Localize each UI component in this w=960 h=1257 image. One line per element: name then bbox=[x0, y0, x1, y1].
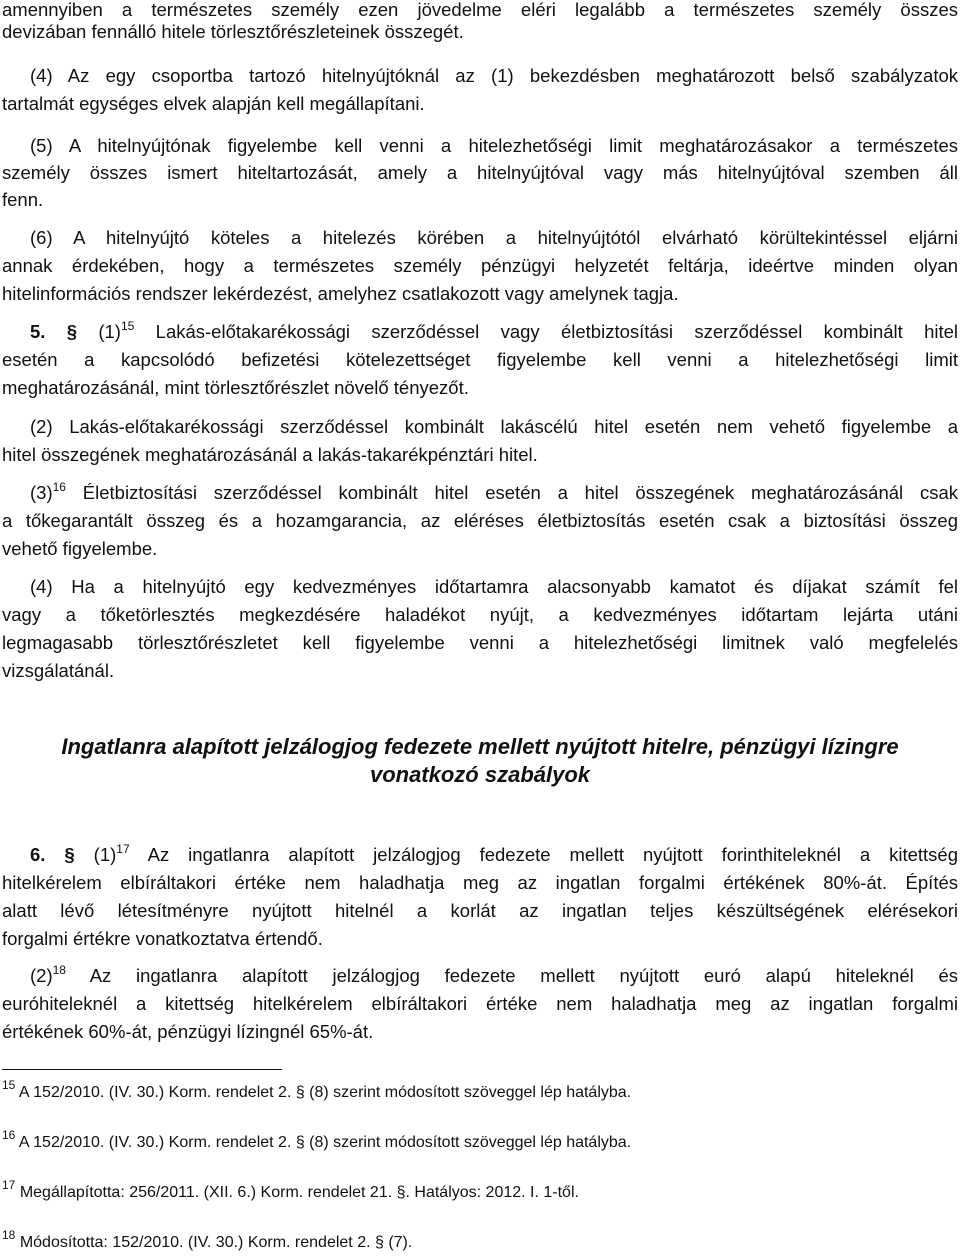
footnote-text: A 152/2010. (IV. 30.) Korm. rendelet 2. § (8) szerint módosított szöveggel lép hatályba. bbox=[18, 1134, 632, 1151]
footnote-ref[interactable]: 16 bbox=[52, 480, 66, 494]
footnote bbox=[2, 1128, 958, 1154]
section-6-first-line bbox=[30, 843, 958, 867]
section-sign: § bbox=[64, 844, 75, 865]
text-line: vizsgálatánál. bbox=[2, 660, 115, 681]
footnote-number: 18 bbox=[2, 1228, 16, 1242]
footnote-text: Megállapította: 256/2011. (XII. 6.) Korm. rendelet 21. §. Hatályos: 2012. I. 1-től. bbox=[19, 1184, 579, 1201]
footnote-separator bbox=[2, 1069, 282, 1070]
text-line: vehető figyelembe. bbox=[2, 538, 158, 559]
section-heading-line-2: vonatkozó szabályok bbox=[369, 762, 591, 787]
text-line: fenn. bbox=[2, 189, 44, 210]
text-line: hitelkérelem elbíráltakori értéke nem haladhatja meg az ingatlan forgalmi értékének 80%-át. Építés bbox=[2, 872, 958, 893]
footnote bbox=[2, 1078, 958, 1104]
text-line: a tőkegarantált összeg és a hozamgarancia, az eléréses életbiztosítás esetén csak a biztosítási összeg bbox=[2, 510, 958, 531]
text-line: személy összes ismert hiteltartozását, amely a hitelnyújtóval vagy más hitelnyújtóval szemben áll bbox=[2, 162, 958, 183]
text-line: annak érdekében, hogy a természetes személy pénzügyi helyzetét feltárja, ideértve minden olyan bbox=[2, 255, 958, 276]
footnote-ref[interactable]: 15 bbox=[120, 319, 135, 333]
text-line: euróhiteleknél a kitettség hitelkérelem elbíráltakori értéke nem haladhatja meg az ingatlan forgalmi bbox=[2, 993, 958, 1014]
paragraph-number: (1) bbox=[98, 321, 121, 342]
section-heading-line-1: Ingatlanra alapított jelzálogjog fedezete mellett nyújtott hitelre, pénzügyi lízingre bbox=[61, 734, 899, 759]
footnote-ref[interactable]: 17 bbox=[116, 842, 130, 856]
footnote-number: 15 bbox=[2, 1078, 16, 1092]
text-line: amennyiben a természetes személy ezen jövedelme eléri legalább a természetes személy összes bbox=[2, 0, 958, 20]
section-number: 5. bbox=[30, 321, 46, 342]
footnote-number: 17 bbox=[2, 1178, 16, 1192]
paragraph-number: (2) bbox=[30, 965, 53, 986]
text-line: esetén a kapcsolódó befizetési kötelezettséget figyelembe kell venni a hitelezhetőségi limit bbox=[2, 349, 958, 370]
footnote-text: A 152/2010. (IV. 30.) Korm. rendelet 2. § (8) szerint módosított szöveggel lép hatályba. bbox=[18, 1084, 632, 1101]
text-line: (2) Lakás-előtakarékossági szerződéssel kombinált lakáscélú hitel esetén nem vehető figyelembe a bbox=[30, 416, 958, 437]
section-number: 6. bbox=[30, 844, 46, 865]
text-line: (5) A hitelnyújtónak figyelembe kell venni a hitelezhetőségi limit meghatározásakor a természetes bbox=[30, 135, 958, 156]
section-sign: § bbox=[66, 321, 78, 342]
text-line: értékének 60%-át, pénzügyi lízingnél 65%-át. bbox=[2, 1021, 374, 1042]
section-5-paragraph-3 bbox=[30, 481, 958, 505]
text-line: devizában fennálló hitele törlesztőrészleteinek összegét. bbox=[2, 21, 464, 42]
text-line: tartalmát egységes elvek alapján kell megállapítani. bbox=[2, 93, 425, 114]
section-6-paragraph-2 bbox=[30, 964, 958, 988]
text-line: (6) A hitelnyújtó köteles a hitelezés körében a hitelnyújtótól elvárható körültekintéssel eljárni bbox=[30, 227, 958, 248]
text-line: hitelinformációs rendszer lekérdezést, amelyhez csatlakozott vagy amelynek tagja. bbox=[2, 283, 679, 304]
text-run: Lakás-előtakarékossági szerződéssel vagy életbiztosítási szerződéssel kombinált hitel bbox=[155, 321, 959, 342]
paragraph-number: (1) bbox=[93, 844, 117, 865]
footnote bbox=[2, 1178, 958, 1204]
text-run: Az ingatlanra alapított jelzálogjog fedezete mellett nyújtott euró alapú hiteleknél és bbox=[89, 965, 958, 986]
text-line: (4) Ha a hitelnyújtó egy kedvezményes időtartamra alacsonyabb kamatot és díjakat számít fel bbox=[30, 576, 958, 597]
section-5-first-line bbox=[30, 320, 958, 344]
paragraph-number: (3) bbox=[30, 482, 53, 503]
footnote-ref[interactable]: 18 bbox=[52, 963, 66, 977]
text-line: meghatározásánál, mint törlesztőrészlet növelő tényezőt. bbox=[2, 377, 469, 398]
text-line: (4) Az egy csoportba tartozó hitelnyújtóknál az (1) bekezdésben meghatározott belső szabályzatok bbox=[30, 65, 958, 86]
footnote bbox=[2, 1228, 958, 1254]
text-line: legmagasabb törlesztőrészletet kell figyelembe venni a hitelezhetőségi limitnek való megfelelés bbox=[2, 632, 958, 653]
text-line: alatt lévő létesítményre nyújtott hitelnél a korlát az ingatlan teljes készültségének elérésekori bbox=[2, 900, 958, 921]
footnote-number: 16 bbox=[2, 1128, 16, 1142]
text-line: hitel összegének meghatározásánál a lakás-takarékpénztári hitel. bbox=[2, 444, 538, 465]
text-run: Az ingatlanra alapított jelzálogjog fedezete mellett nyújtott forinthiteleknél a kitettség bbox=[147, 844, 958, 865]
footnote-text: Módosította: 152/2010. (IV. 30.) Korm. rendelet 2. § (7). bbox=[19, 1234, 413, 1251]
text-line: forgalmi értékre vonatkoztatva értendő. bbox=[2, 928, 323, 949]
text-run: Életbiztosítási szerződéssel kombinált hitel esetén a hitel összegének meghatározásánál csak bbox=[82, 482, 958, 503]
text-line: vagy a tőketörlesztés megkezdésére haladékot nyújt, a kedvezményes időtartam lejárta utáni bbox=[2, 604, 958, 625]
